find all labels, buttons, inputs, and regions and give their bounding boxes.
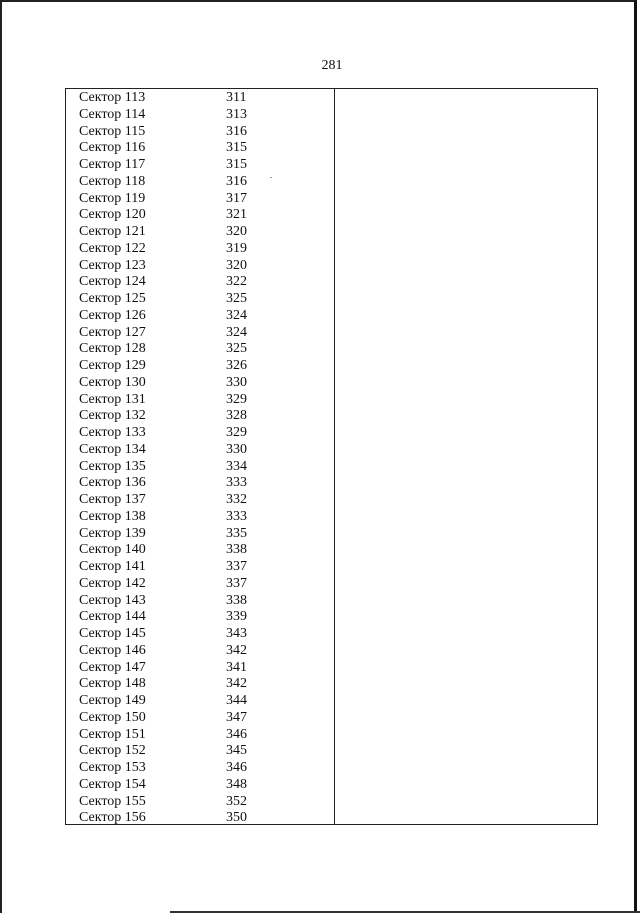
table-row	[66, 157, 334, 174]
sector-value: 343	[226, 626, 247, 641]
sector-value: 348	[226, 776, 247, 792]
sector-value: 311	[226, 90, 247, 105]
sector-name: Сектор 122	[79, 240, 146, 256]
sector-value: 345	[226, 743, 247, 759]
sector-name: Сектор 143	[79, 592, 146, 608]
table-row	[66, 291, 334, 308]
sector-name: Сектор 140	[79, 542, 146, 558]
table-row	[66, 526, 334, 543]
sector-value: 325	[226, 291, 247, 306]
sector-value: 330	[226, 374, 247, 390]
table-row	[66, 760, 334, 777]
sector-name: Сектор 145	[79, 626, 146, 641]
table-row	[66, 325, 334, 342]
sector-name: Сектор 148	[79, 676, 146, 692]
sector-value: 324	[226, 307, 247, 323]
sector-name: Сектор 154	[79, 776, 146, 792]
sector-value: 326	[226, 358, 247, 373]
table-row	[66, 777, 334, 794]
sector-name: Сектор 130	[79, 374, 146, 390]
table-row	[66, 274, 334, 291]
sector-value: 313	[226, 106, 247, 122]
sector-value: 320	[226, 257, 247, 273]
table-row	[66, 743, 334, 760]
sector-name: Сектор 151	[79, 726, 146, 742]
scan-speck	[270, 177, 272, 178]
sector-value: 338	[226, 542, 247, 558]
sector-value: 334	[226, 458, 247, 474]
sector-value: 337	[226, 575, 247, 591]
sector-value: 329	[226, 391, 247, 407]
sector-rows	[66, 90, 334, 827]
sector-value: 315	[226, 157, 247, 172]
table-row	[66, 191, 334, 208]
sector-value: 319	[226, 240, 247, 256]
table-row	[66, 90, 334, 107]
sector-value: 338	[226, 592, 247, 608]
sector-value: 342	[226, 676, 247, 692]
sector-value: 324	[226, 324, 247, 340]
sector-name: Сектор 115	[79, 123, 146, 139]
sector-table	[65, 88, 598, 825]
table-row	[66, 794, 334, 811]
table-row	[66, 609, 334, 626]
table-row	[66, 224, 334, 241]
sector-name: Сектор 119	[79, 190, 146, 206]
sector-value: 337	[226, 559, 247, 574]
table-row	[66, 542, 334, 559]
table-row	[66, 660, 334, 677]
sector-value: 329	[226, 425, 247, 440]
sector-name: Сектор 144	[79, 609, 146, 625]
sector-name: Сектор 117	[79, 157, 146, 172]
page-number: 281	[321, 58, 343, 73]
table-row	[66, 442, 334, 459]
table-row	[66, 341, 334, 358]
sector-name: Сектор 113	[79, 90, 146, 105]
sector-value: 316	[226, 173, 247, 189]
sector-name: Сектор 150	[79, 709, 146, 725]
sector-value: 347	[226, 709, 247, 725]
table-row	[66, 509, 334, 526]
sector-name: Сектор 120	[79, 207, 146, 223]
sector-name: Сектор 128	[79, 341, 146, 357]
table-row	[66, 258, 334, 275]
table-row	[66, 124, 334, 141]
sector-value: 322	[226, 274, 247, 290]
sector-name: Сектор 139	[79, 525, 146, 541]
table-row	[66, 810, 334, 827]
sector-name: Сектор 141	[79, 559, 146, 574]
table-row	[66, 676, 334, 693]
table-row	[66, 140, 334, 157]
sector-name: Сектор 156	[79, 810, 146, 826]
sector-value: 346	[226, 726, 247, 742]
sector-name: Сектор 147	[79, 659, 146, 675]
table-row	[66, 626, 334, 643]
table-row	[66, 308, 334, 325]
scan-bottom-edge	[170, 911, 640, 913]
sector-name: Сектор 133	[79, 425, 146, 440]
table-row	[66, 375, 334, 392]
sector-name: Сектор 132	[79, 408, 146, 424]
table-row	[66, 559, 334, 576]
sector-name: Сектор 135	[79, 458, 146, 474]
sector-name: Сектор 126	[79, 307, 146, 323]
sector-value: 352	[226, 793, 247, 809]
table-row	[66, 693, 334, 710]
table-row	[66, 107, 334, 124]
sector-name: Сектор 123	[79, 257, 146, 273]
sector-name: Сектор 138	[79, 508, 146, 524]
sector-value: 332	[226, 492, 247, 507]
sector-value: 350	[226, 810, 247, 826]
sector-name: Сектор 131	[79, 391, 146, 407]
sector-value: 342	[226, 642, 247, 658]
sector-value: 316	[226, 123, 247, 139]
sector-name: Сектор 124	[79, 274, 146, 290]
sector-name: Сектор 118	[79, 173, 146, 189]
table-row	[66, 710, 334, 727]
table-row	[66, 241, 334, 258]
sector-name: Сектор 114	[79, 106, 146, 122]
sector-value: 344	[226, 693, 247, 708]
table-row	[66, 174, 334, 191]
sector-name: Сектор 153	[79, 760, 146, 775]
table-row	[66, 727, 334, 744]
column-divider	[334, 89, 335, 824]
sector-name: Сектор 137	[79, 492, 146, 507]
sector-name: Сектор 149	[79, 693, 146, 708]
sector-value: 333	[226, 508, 247, 524]
sector-name: Сектор 146	[79, 642, 146, 658]
table-row	[66, 392, 334, 409]
sector-value: 321	[226, 207, 247, 223]
sector-name: Сектор 127	[79, 324, 146, 340]
sector-name: Сектор 136	[79, 475, 146, 491]
sector-value: 335	[226, 525, 247, 541]
sector-value: 333	[226, 475, 247, 491]
sector-value: 346	[226, 760, 247, 775]
sector-name: Сектор 155	[79, 793, 146, 809]
sector-name: Сектор 116	[79, 140, 146, 156]
table-row	[66, 475, 334, 492]
table-row	[66, 593, 334, 610]
table-row	[66, 425, 334, 442]
sector-value: 339	[226, 609, 247, 625]
table-row	[66, 358, 334, 375]
sector-value: 328	[226, 408, 247, 424]
table-row	[66, 492, 334, 509]
table-row	[66, 576, 334, 593]
sector-value: 325	[226, 341, 247, 357]
sector-name: Сектор 134	[79, 441, 146, 457]
sector-name: Сектор 129	[79, 358, 146, 373]
sector-value: 341	[226, 659, 247, 675]
sector-name: Сектор 142	[79, 575, 146, 591]
table-row	[66, 408, 334, 425]
sector-value: 320	[226, 224, 247, 239]
sector-name: Сектор 125	[79, 291, 146, 306]
sector-name: Сектор 121	[79, 224, 146, 239]
sector-value: 317	[226, 190, 247, 206]
sector-value: 330	[226, 441, 247, 457]
table-row	[66, 207, 334, 224]
sector-value: 315	[226, 140, 247, 156]
sector-name: Сектор 152	[79, 743, 146, 759]
table-row	[66, 643, 334, 660]
table-row	[66, 459, 334, 476]
